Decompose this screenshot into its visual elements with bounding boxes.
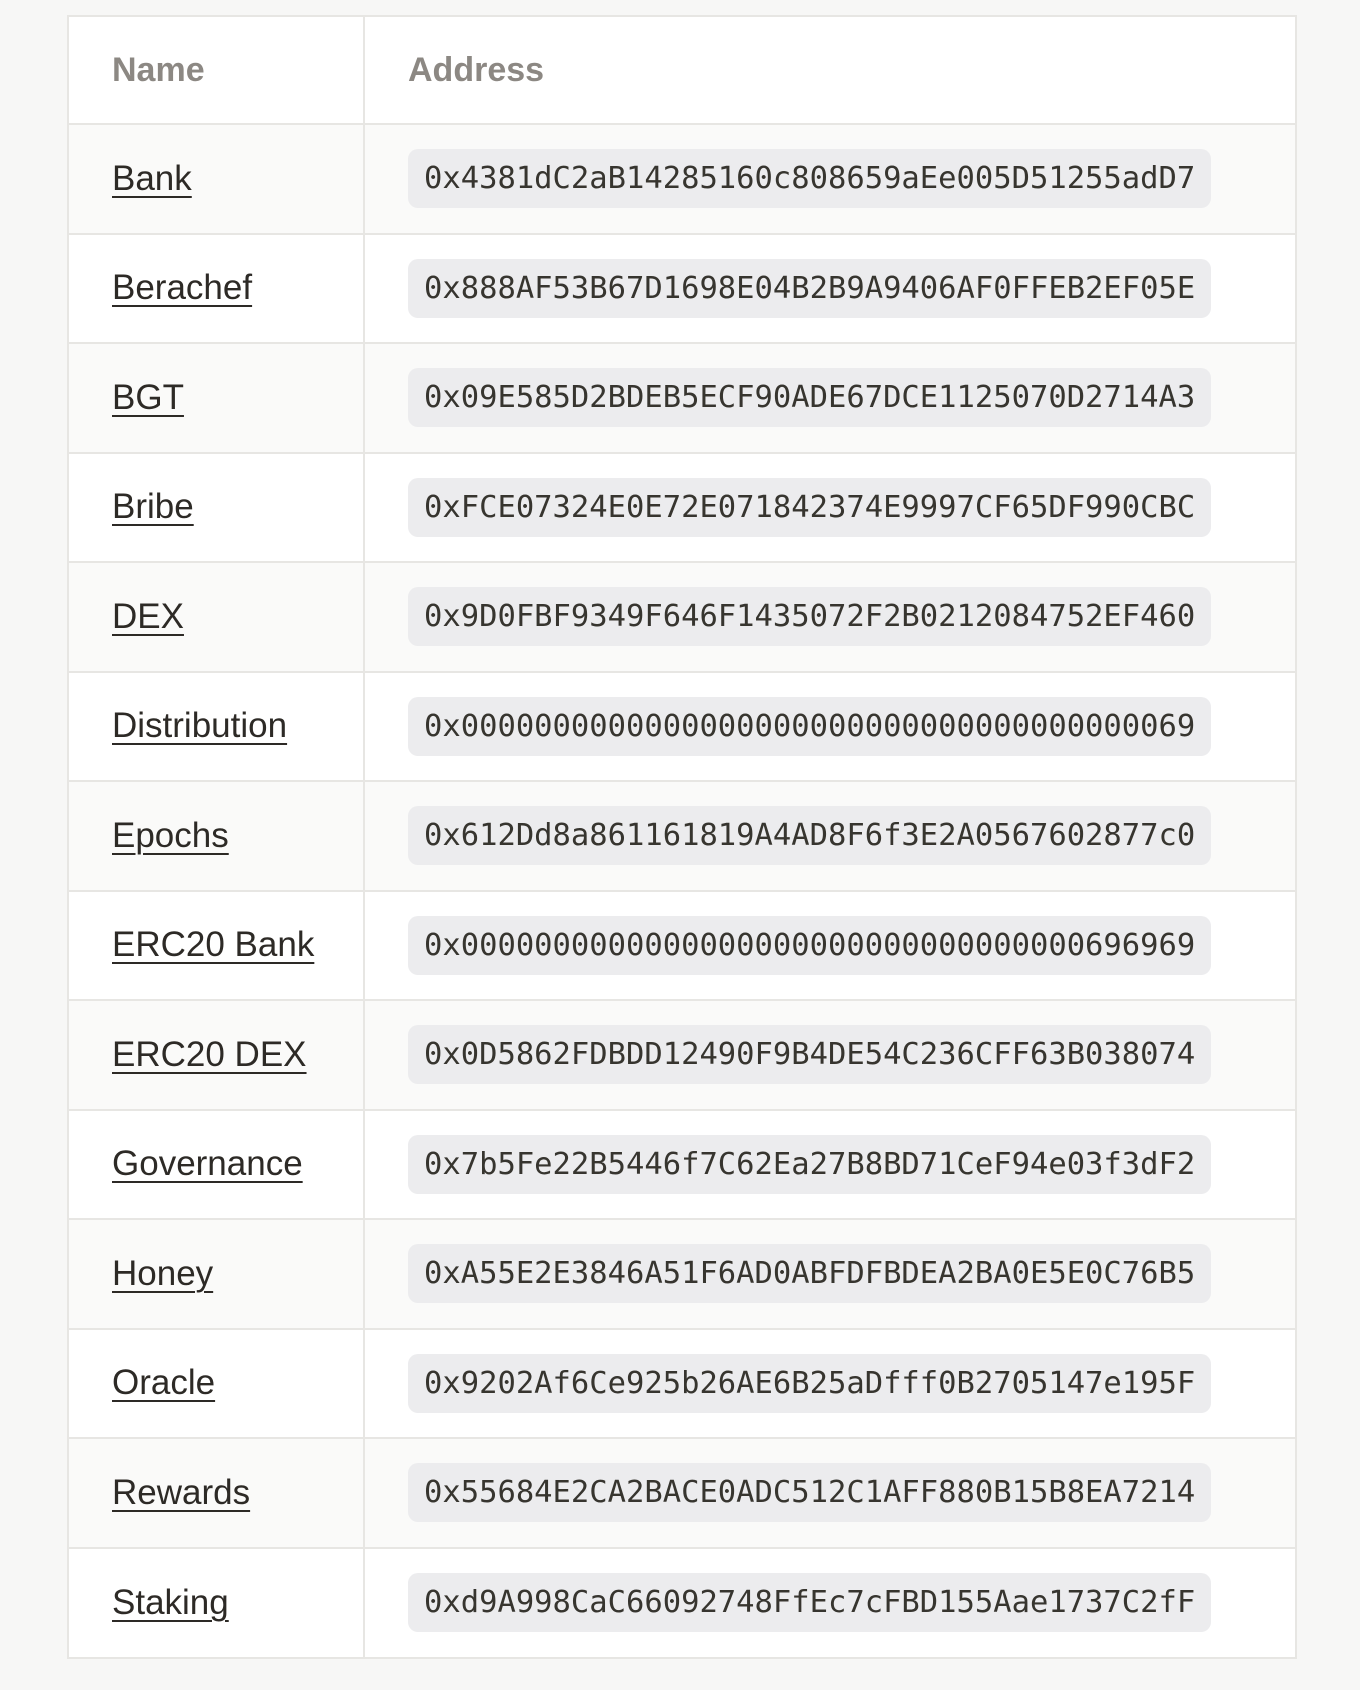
name-cell [69, 234, 364, 344]
column-header-address: Address [364, 17, 1295, 124]
table-row [69, 1329, 1295, 1439]
header-row [69, 17, 1295, 124]
address-cell [364, 1219, 1295, 1329]
address-cell [364, 234, 1295, 344]
contract-address: 0x0000000000000000000000000000000000000069 [408, 697, 1211, 756]
address-cell [364, 672, 1295, 782]
contract-address: 0xFCE07324E0E72E071842374E9997CF65DF990CBC [408, 478, 1211, 537]
table-row [69, 891, 1295, 1001]
contract-address: 0x9D0FBF9349F646F1435072F2B0212084752EF460 [408, 587, 1211, 646]
contracts-table [69, 17, 1295, 1657]
contracts-table-container [67, 15, 1297, 1659]
address-cell [364, 1329, 1295, 1439]
contract-address: 0x7b5Fe22B5446f7C62Ea27B8BD71CeF94e03f3dF2 [408, 1135, 1211, 1194]
address-cell [364, 891, 1295, 1001]
contract-address: 0x9202Af6Ce925b26AE6B25aDfff0B2705147e195F [408, 1354, 1211, 1413]
contract-address: 0x612Dd8a861161819A4AD8F6f3E2A0567602877c0 [408, 806, 1211, 865]
contract-name-link[interactable]: Honey [112, 1253, 214, 1293]
table-header [69, 17, 1295, 124]
table-row [69, 1000, 1295, 1110]
contract-name-link[interactable]: Staking [112, 1582, 229, 1622]
contract-name-link[interactable]: Bribe [112, 487, 194, 527]
address-cell [364, 453, 1295, 563]
contract-name-link[interactable]: Bank [112, 158, 192, 198]
table-row [69, 781, 1295, 891]
table-row [69, 1110, 1295, 1220]
table-row [69, 124, 1295, 234]
contract-name-link[interactable]: Epochs [112, 815, 229, 855]
name-cell [69, 891, 364, 1001]
contract-name-link[interactable]: BGT [112, 377, 184, 417]
contract-name-link[interactable]: Distribution [112, 706, 288, 746]
contract-name-link[interactable]: Rewards [112, 1472, 251, 1512]
name-cell [69, 343, 364, 453]
column-header-name: Name [69, 17, 364, 124]
address-cell [364, 562, 1295, 672]
table-row [69, 1548, 1295, 1658]
contract-address: 0x09E585D2BDEB5ECF90ADE67DCE1125070D2714A3 [408, 368, 1211, 427]
address-cell [364, 1000, 1295, 1110]
address-cell [364, 1548, 1295, 1658]
contract-address: 0x55684E2CA2BACE0ADC512C1AFF880B15B8EA7214 [408, 1463, 1211, 1522]
contract-address: 0x888AF53B67D1698E04B2B9A9406AF0FFEB2EF05E [408, 259, 1211, 318]
address-cell [364, 1438, 1295, 1548]
contract-address: 0x0000000000000000000000000000000000696969 [408, 916, 1211, 975]
contract-address: 0xA55E2E3846A51F6AD0ABFDFBDEA2BA0E5E0C76B5 [408, 1244, 1211, 1303]
name-cell [69, 1110, 364, 1220]
table-row [69, 343, 1295, 453]
table-row [69, 234, 1295, 344]
contract-name-link[interactable]: Oracle [112, 1363, 216, 1403]
contract-address: 0x4381dC2aB14285160c808659aEe005D51255adD7 [408, 149, 1211, 208]
table-row [69, 1219, 1295, 1329]
contract-name-link[interactable]: DEX [112, 596, 184, 636]
contract-address: 0xd9A998CaC66092748FfEc7cFBD155Aae1737C2fF [408, 1573, 1211, 1632]
table-row [69, 453, 1295, 563]
name-cell [69, 124, 364, 234]
name-cell [69, 1219, 364, 1329]
table-body [69, 124, 1295, 1657]
contract-name-link[interactable]: ERC20 DEX [112, 1034, 307, 1074]
table-row [69, 672, 1295, 782]
address-cell [364, 781, 1295, 891]
contract-name-link[interactable]: Governance [112, 1144, 303, 1184]
address-cell [364, 1110, 1295, 1220]
name-cell [69, 1329, 364, 1439]
name-cell [69, 1438, 364, 1548]
table-row [69, 1438, 1295, 1548]
contract-address: 0x0D5862FDBDD12490F9B4DE54C236CFF63B038074 [408, 1025, 1211, 1084]
address-cell [364, 124, 1295, 234]
name-cell [69, 562, 364, 672]
table-row [69, 562, 1295, 672]
contract-name-link[interactable]: Berachef [112, 268, 253, 308]
name-cell [69, 453, 364, 563]
address-cell [364, 343, 1295, 453]
name-cell [69, 781, 364, 891]
name-cell [69, 672, 364, 782]
name-cell [69, 1548, 364, 1658]
name-cell [69, 1000, 364, 1110]
contract-name-link[interactable]: ERC20 Bank [112, 925, 315, 965]
